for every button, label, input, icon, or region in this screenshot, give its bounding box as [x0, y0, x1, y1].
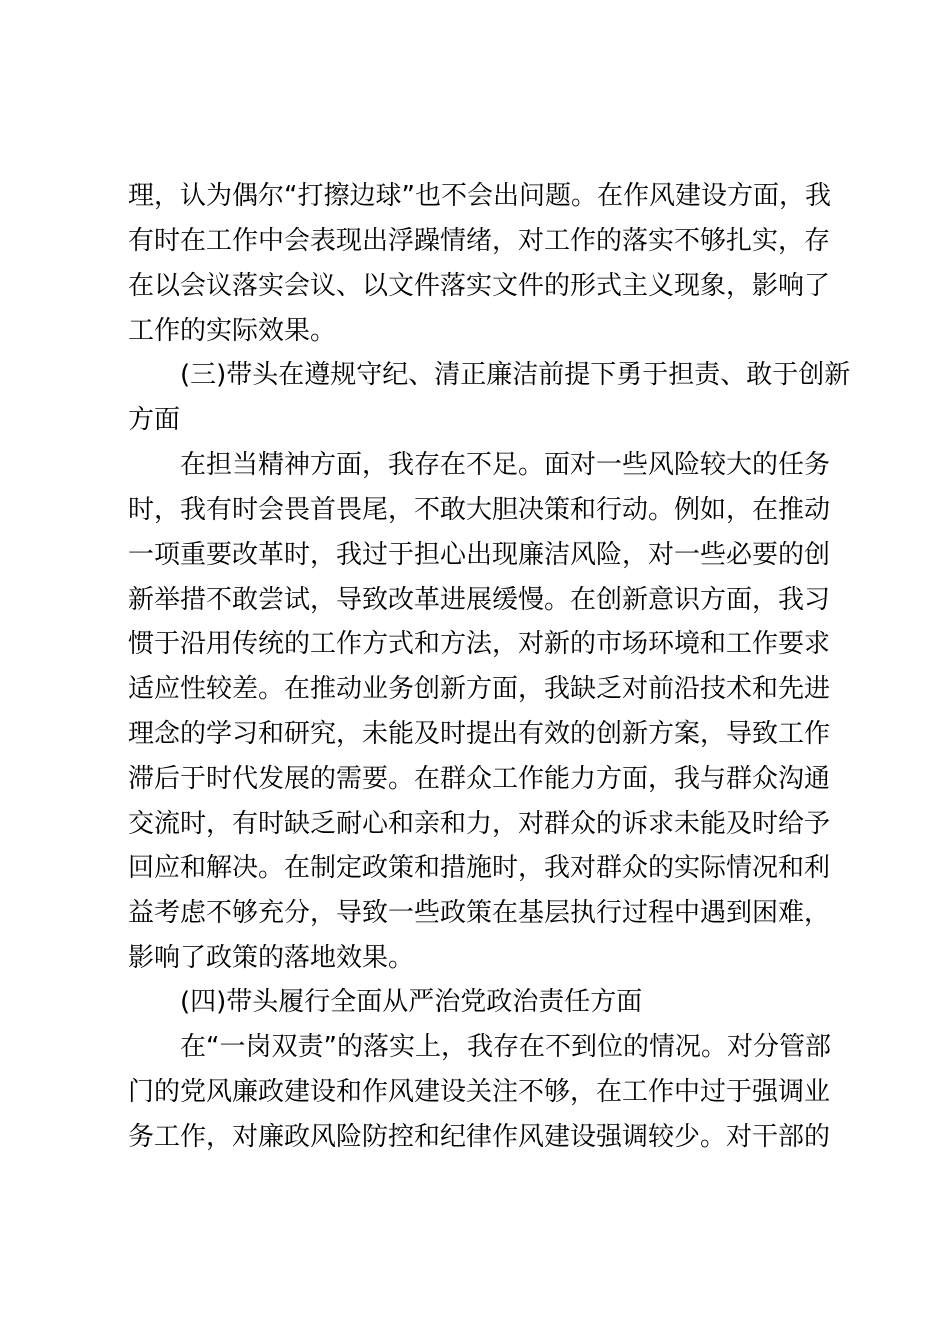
text-line: 滞后于时代发展的需要。在群众工作能力方面，我与群众沟通 [128, 764, 831, 794]
section-heading-4: (四)带头履行全面从严治党政治责任方面 [180, 987, 643, 1017]
text-line: 影响了政策的落地效果。 [128, 943, 415, 973]
text-line: 理，认为偶尔“打擦边球”也不会出问题。在作风建设方面，我 [128, 181, 831, 211]
text-line: 工作的实际效果。 [128, 316, 337, 346]
text-line: 益考虑不够充分，导致一些政策在基层执行过程中遇到困难， [128, 898, 831, 928]
text-line: 交流时，有时缺乏耐心和亲和力，对群众的诉求未能及时给予 [128, 809, 831, 839]
text-line: 新举措不敢尝试，导致改革进展缓慢。在创新意识方面，我习 [128, 585, 831, 615]
text-line: 时，我有时会畏首畏尾，不敢大胆决策和行动。例如，在推动 [128, 495, 831, 525]
text-line: 务工作，对廉政风险防控和纪律作风建设强调较少。对干部的 [128, 1122, 831, 1152]
text-line: 在担当精神方面，我存在不足。面对一些风险较大的任务 [180, 450, 831, 480]
text-line: 在“一岗双责”的落实上，我存在不到位的情况。对分管部 [180, 1032, 831, 1062]
text-line: 有时在工作中会表现出浮躁情绪，对工作的落实不够扎实，存 [128, 226, 831, 256]
text-line: 回应和解决。在制定政策和措施时，我对群众的实际情况和利 [128, 853, 831, 883]
text-line: 惯于沿用传统的工作方式和方法，对新的市场环境和工作要求 [128, 629, 831, 659]
text-line: 理念的学习和研究，未能及时提出有效的创新方案，导致工作 [128, 719, 831, 749]
text-line: 在以会议落实会议、以文件落实文件的形式主义现象，影响了 [128, 271, 831, 301]
text-line: 门的党风廉政建设和作风建设关注不够，在工作中过于强调业 [128, 1077, 831, 1107]
section-heading-3-continued: 方面 [128, 405, 181, 435]
text-line: 一项重要改革时，我过于担心出现廉洁风险，对一些必要的创 [128, 540, 831, 570]
text-line: 适应性较差。在推动业务创新方面，我缺乏对前沿技术和先进 [128, 674, 831, 704]
section-heading-3: (三)带头在遵规守纪、清正廉洁前提下勇于担责、敢于创新 [180, 360, 851, 390]
